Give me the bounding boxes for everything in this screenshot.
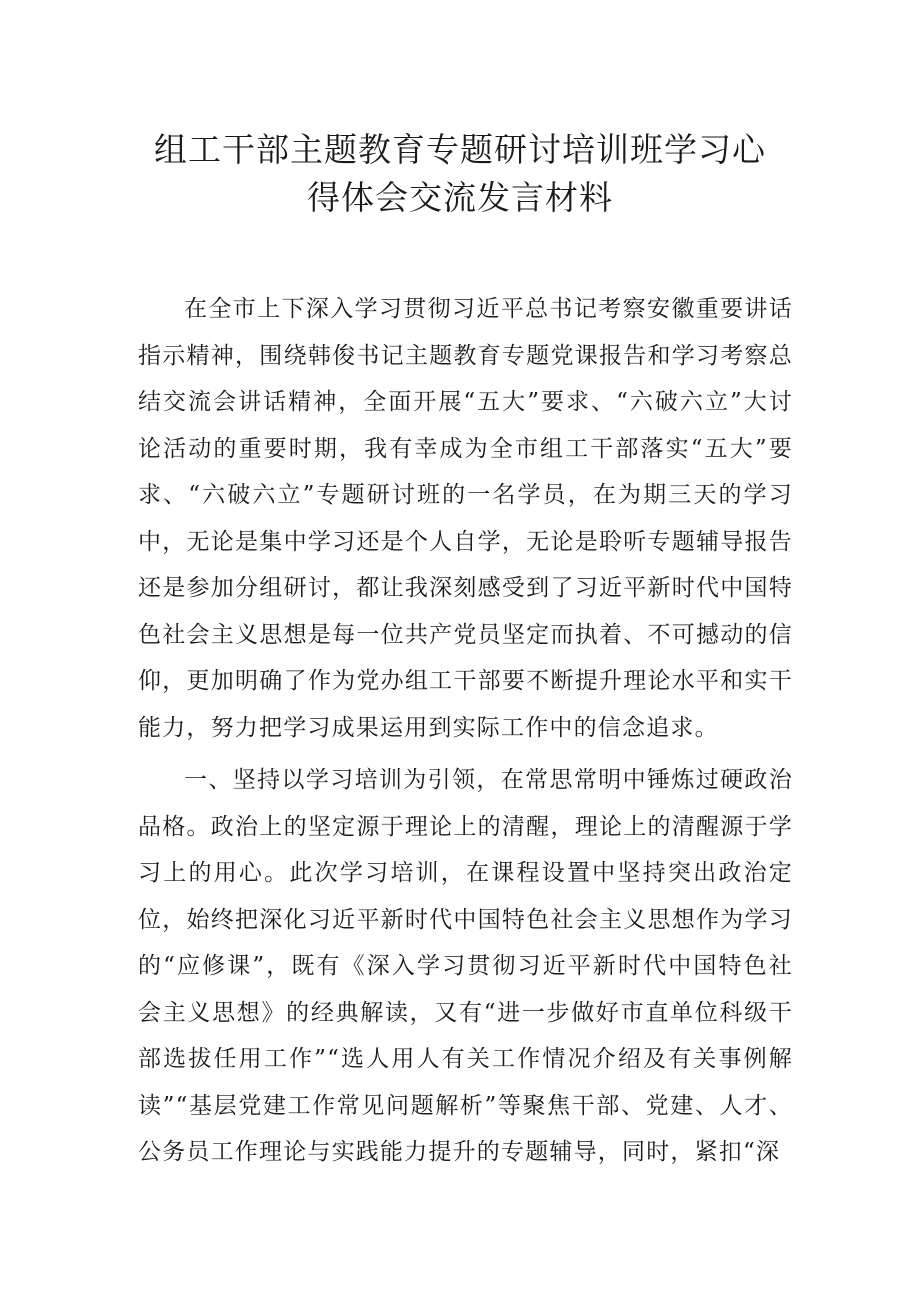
document-body [138,286,793,1176]
title-line-1: 组工干部主题教育专题研讨培训班学习心 [154,130,766,169]
title-line-2: 得体会交流发言材料 [307,178,613,217]
document-title [100,126,820,222]
paragraph-intro: 在全市上下深入学习贯彻习近平总书记考察安徽重要讲话指示精神，围绕韩俊书记主题教育专题党课报告和学习考察总结交流会讲话精神，全面开展“五大”要求、“六破六立”大讨论活动的重要时期，我有幸成为全市组工干部落实“五大”要求、“六破六立”专题研讨班的一名学员，在为期三天的学习中，无论是集中学习还是个人自学，无论是聆听专题辅导报告还是参加分组研讨，都让我深刻感受到了习近平新时代中国特色社会主义思想是每一位共产党员坚定而执着、不可撼动的信仰，更加明确了作为党办组工干部要不断提升理论水平和实干能力，努力把学习成果运用到实际工作中的信念追求。 [138,296,793,741]
paragraph-section-one: 一、坚持以学习培训为引领，在常思常明中锤炼过硬政治品格。政治上的坚定源于理论上的清醒，理论上的清醒源于学习上的用心。此次学习培训，在课程设置中坚持突出政治定位，始终把深化习近平新时代中国特色社会主义思想作为学习的“应修课”，既有《深入学习贯彻习近平新时代中国特色社会主义思想》的经典解读，又有“进一步做好市直单位科级干部选拔任用工作”“选人用人有关工作情况介绍及有关事例解读”“基层党建工作常见问题解析”等聚焦干部、党建、人才、公务员工作理论与实践能力提升的专题辅导，同时，紧扣“深 [138,767,793,1165]
